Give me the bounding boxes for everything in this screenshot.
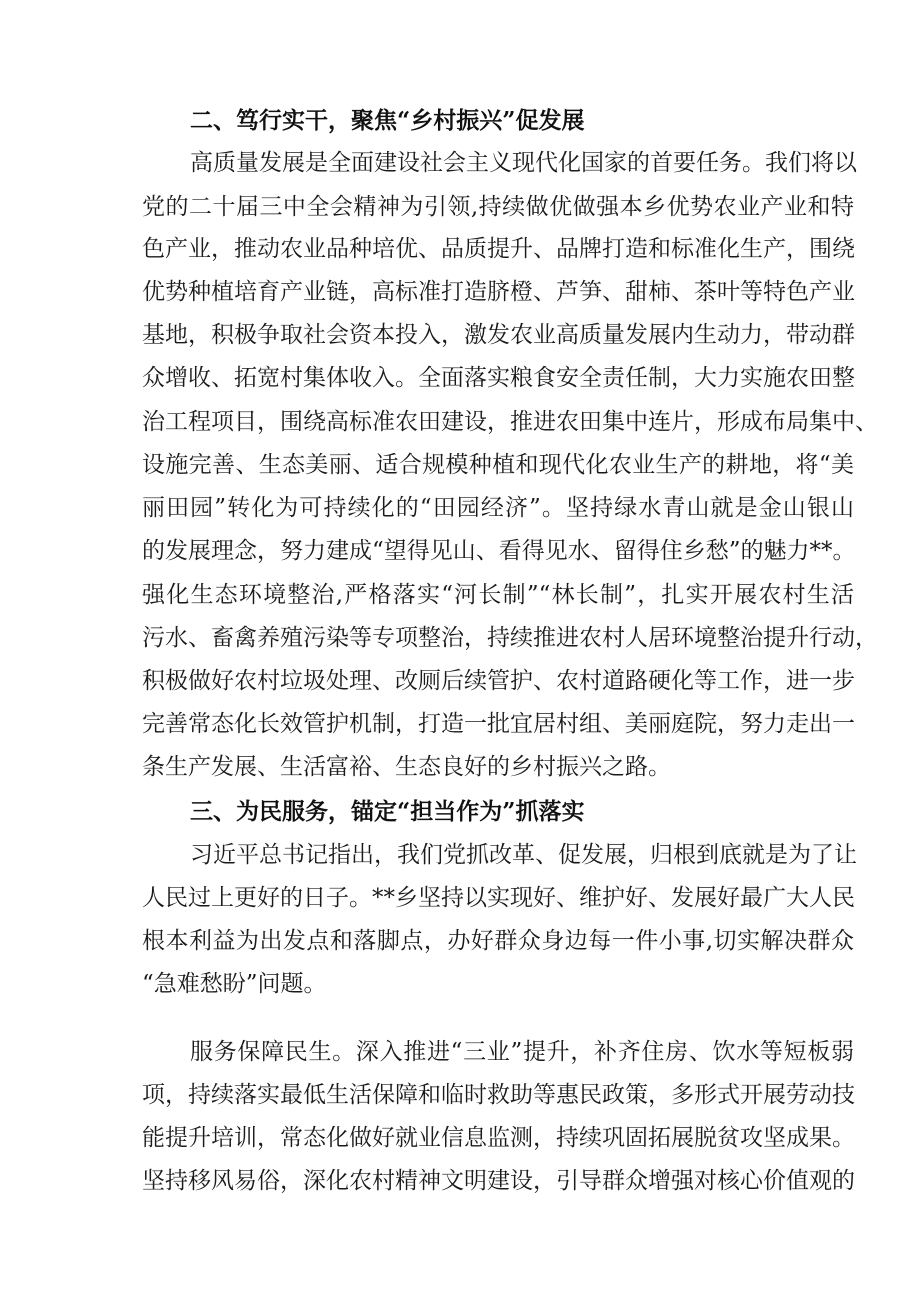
section-2-line: 党的二十届三中全会精神为引领,持续做优做强本乡优势农业产业和特: [142, 194, 854, 220]
section-3-para2-line: 服务保障民生。深入推进“三业”提升，补齐住房、饮水等短板弱: [190, 1039, 854, 1065]
section-2-line: 的发展理念，努力建成“望得见山、看得见水、留得住乡愁”的魅力**。: [142, 538, 856, 564]
section-3-para2-line: 坚持移风易俗，深化农村精神文明建设，引导群众增强对核心价值观的: [142, 1168, 855, 1194]
section-2-line: 强化生态环境整治,严格落实“河长制”“林长制”，扎实开展农村生活: [142, 582, 854, 608]
section-3-para2-line: 项，持续落实最低生活保障和临时救助等惠民政策，多形式开展劳动技: [142, 1082, 855, 1108]
section-2-line: 设施完善、生态美丽、适合规模种植和现代化农业生产的耕地，将“美: [142, 452, 854, 478]
section-3-para1-line: “急难愁盼”问题。: [142, 971, 327, 997]
section-3-para1-line: 根本利益为出发点和落脚点，办好群众身边每一件小事,切实解决群众: [142, 928, 854, 954]
section-2-heading: 二、笃行实干，聚焦“乡村振兴”促发展: [190, 107, 585, 134]
section-2-line: 高质量发展是全面建设社会主义现代化国家的首要任务。我们将以: [190, 150, 857, 176]
section-2-line: 污水、畜禽养殖污染等专项整治，持续推进农村人居环境整治提升行动，: [142, 625, 878, 651]
section-2-line: 积极做好农村垃圾处理、改厕后续管护、农村道路硬化等工作，进一步: [142, 668, 855, 694]
section-2-line: 基地，积极争取社会资本投入，激发农业高质量发展内生动力，带动群: [142, 322, 855, 348]
section-3-para2-line: 能提升培训，常态化做好就业信息监测，持续巩固拓展脱贫攻坚成果。: [142, 1125, 855, 1151]
section-2-line: 丽田园”转化为可持续化的“田园经济”。坚持绿水青山就是金山银山: [142, 495, 854, 521]
section-2-line: 优势种植培育产业链，高标准打造脐橙、芦笋、甜柿、茶叶等特色产业: [142, 279, 855, 305]
section-3-para1-line: 习近平总书记指出，我们党抓改革、促发展，归根到底就是为了让: [190, 842, 857, 868]
section-2-line: 条生产发展、生活富裕、生态良好的乡村振兴之路。: [142, 754, 671, 780]
section-3-heading: 三、为民服务，锚定“担当作为”抓落实: [190, 798, 585, 825]
section-2-line: 完善常态化长效管护机制，打造一批宜居村组、美丽庭院，努力走出一: [142, 711, 855, 737]
section-3-para1-line: 人民过上更好的日子。**乡坚持以实现好、维护好、发展好最广大人民: [142, 885, 855, 911]
section-2-line: 治工程项目，围绕高标准农田建设，推进农田集中连片，形成布局集中、: [142, 409, 878, 435]
section-2-line: 众增收、拓宽村集体收入。全面落实粮食安全责任制，大力实施农田整: [142, 365, 855, 391]
section-2-line: 色产业，推动农业品种培优、品质提升、品牌打造和标准化生产，围绕: [142, 236, 855, 262]
